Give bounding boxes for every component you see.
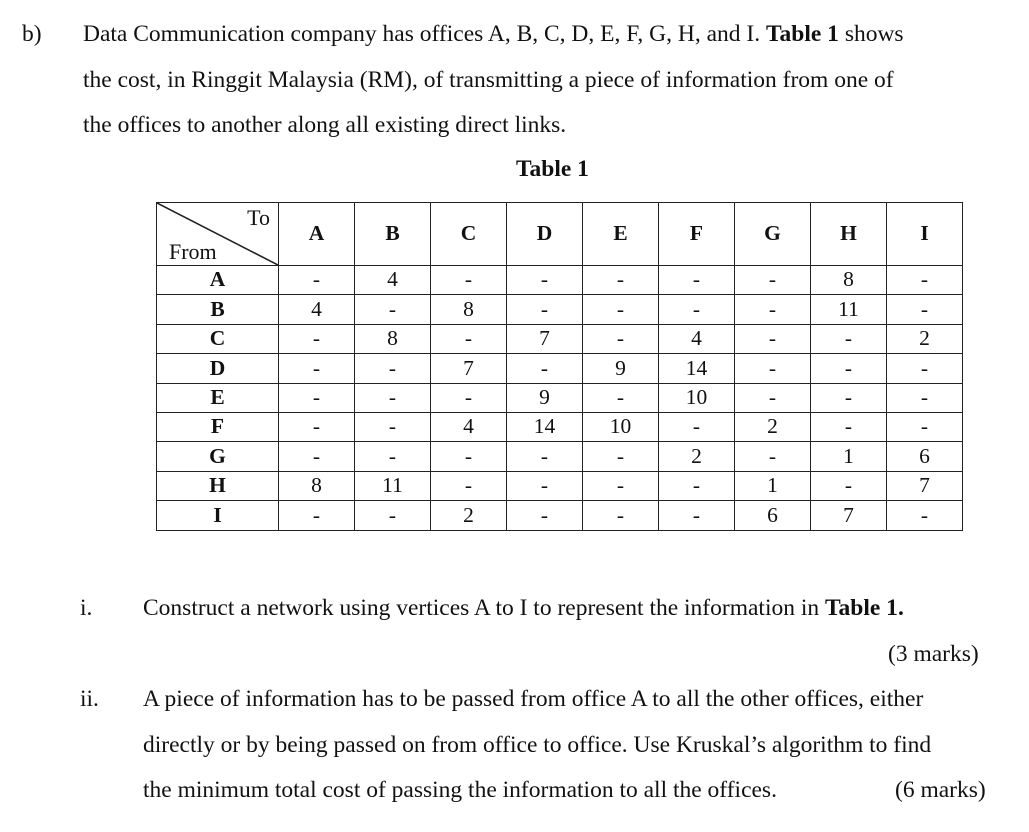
table-cell: 14 (507, 412, 583, 441)
column-header-a: A (279, 203, 355, 266)
row-header: D (157, 354, 279, 383)
table-cell: - (887, 501, 963, 530)
table-cell: - (279, 266, 355, 295)
table-cell: - (811, 383, 887, 412)
corner-from-label: From (169, 239, 217, 264)
table-cell: - (583, 471, 659, 500)
row-header: E (157, 383, 279, 412)
table-cell: 7 (887, 471, 963, 500)
table-cell: - (279, 354, 355, 383)
table-header-row (157, 203, 963, 266)
table-cell: 11 (811, 295, 887, 324)
table-cell: - (659, 266, 735, 295)
table-cell: - (507, 442, 583, 471)
table-cell: - (355, 383, 431, 412)
table-body (157, 266, 963, 531)
table-cell: - (507, 501, 583, 530)
row-header: B (157, 295, 279, 324)
table-cell: - (431, 324, 507, 353)
table-cell: - (507, 354, 583, 383)
table-cell: 4 (279, 295, 355, 324)
table-row (157, 383, 963, 412)
corner-to-label: To (247, 205, 270, 230)
column-header-d: D (507, 203, 583, 266)
column-header-i: I (887, 203, 963, 266)
table-cell: - (507, 266, 583, 295)
subquestion-i-table-ref: Table 1 (825, 595, 898, 621)
table-cell: - (735, 295, 811, 324)
row-header: C (157, 324, 279, 353)
row-header: I (157, 501, 279, 530)
table-cell: 14 (659, 354, 735, 383)
table-cell: - (431, 383, 507, 412)
table-cell: - (583, 324, 659, 353)
table-row (157, 324, 963, 353)
table-cell: - (355, 442, 431, 471)
table-cell: - (279, 383, 355, 412)
table-cell: 9 (507, 383, 583, 412)
column-header-h: H (811, 203, 887, 266)
table-cell: - (659, 412, 735, 441)
table-cell: 7 (431, 354, 507, 383)
table-cell: 4 (659, 324, 735, 353)
part-label: b) (22, 21, 42, 47)
table-title: Table 1 (516, 156, 589, 182)
subquestion-i-marks: (3 marks) (888, 641, 979, 667)
table-cell: 6 (887, 442, 963, 471)
table-cell: - (811, 324, 887, 353)
table-row (157, 354, 963, 383)
row-header: F (157, 412, 279, 441)
subquestion-i-text (143, 595, 904, 622)
table-cell: - (659, 501, 735, 530)
table-cell: - (811, 354, 887, 383)
intro-line-1-text: Data Communication company has offices A, B, C, D, E, F, G, H, and I. (83, 21, 761, 47)
column-header-e: E (583, 203, 659, 266)
table-cell: - (887, 354, 963, 383)
table-cell: - (887, 266, 963, 295)
column-header-g: G (735, 203, 811, 266)
table-row (157, 471, 963, 500)
table-cell: 2 (431, 501, 507, 530)
table-cell: - (279, 442, 355, 471)
table-cell: 4 (355, 266, 431, 295)
table-cell: 4 (431, 412, 507, 441)
table-cell: - (507, 295, 583, 324)
table-cell: - (811, 412, 887, 441)
table-cell: 8 (431, 295, 507, 324)
table-cell: - (431, 266, 507, 295)
table-cell: - (431, 471, 507, 500)
subquestion-i-text-main: Construct a network using vertices A to I to represent the information in (143, 595, 820, 621)
table-cell: 9 (583, 354, 659, 383)
table-cell: 2 (735, 412, 811, 441)
table-cell: - (355, 354, 431, 383)
corner-header (157, 203, 279, 266)
table-cell: - (583, 266, 659, 295)
table-cell: - (735, 324, 811, 353)
table-cell: - (735, 266, 811, 295)
table-cell: 10 (583, 412, 659, 441)
table-cell: 11 (355, 471, 431, 500)
row-header: A (157, 266, 279, 295)
table-cell: - (583, 383, 659, 412)
table-cell: - (279, 324, 355, 353)
subquestion-ii-label: ii. (80, 686, 99, 712)
subquestion-ii-line-1: A piece of information has to be passed from office A to all the other offices, either (143, 686, 924, 712)
column-header-f: F (659, 203, 735, 266)
intro-line-1 (83, 21, 904, 48)
table-cell: - (735, 383, 811, 412)
table-cell: 7 (507, 324, 583, 353)
table-cell: - (355, 412, 431, 441)
subquestion-i-text-end: . (897, 595, 904, 621)
cost-table (156, 202, 963, 531)
table-cell: - (279, 412, 355, 441)
table-cell: - (583, 501, 659, 530)
table-cell: - (887, 412, 963, 441)
intro-line-2: the cost, in Ringgit Malaysia (RM), of transmitting a piece of information from one of (83, 67, 894, 93)
intro-table-ref: Table 1 (766, 21, 839, 47)
intro-line-1-suffix: shows (844, 21, 904, 47)
table-cell: 2 (659, 442, 735, 471)
table-cell: 6 (735, 501, 811, 530)
table-cell: 1 (735, 471, 811, 500)
table-cell: - (355, 295, 431, 324)
table-cell: - (355, 501, 431, 530)
subquestion-ii-marks: (6 marks) (895, 777, 986, 803)
table-cell: - (659, 295, 735, 324)
subquestion-ii-line-2: directly or by being passed on from office to office. Use Kruskal’s algorithm to find (143, 732, 932, 758)
table-cell: 2 (887, 324, 963, 353)
subquestion-i-label: i. (80, 595, 93, 621)
table-cell: - (659, 471, 735, 500)
table-cell: - (431, 442, 507, 471)
table-cell: 8 (279, 471, 355, 500)
row-header: G (157, 442, 279, 471)
table-cell: 8 (355, 324, 431, 353)
table-cell: 7 (811, 501, 887, 530)
table-cell: - (735, 442, 811, 471)
table-cell: - (735, 354, 811, 383)
subquestion-ii-line-3: the minimum total cost of passing the information to all the offices. (143, 777, 777, 803)
table-cell: 10 (659, 383, 735, 412)
table-row (157, 442, 963, 471)
column-header-c: C (431, 203, 507, 266)
column-header-b: B (355, 203, 431, 266)
table-row (157, 295, 963, 324)
table-row (157, 266, 963, 295)
table-cell: - (583, 295, 659, 324)
table-cell: 1 (811, 442, 887, 471)
table-cell: - (583, 442, 659, 471)
row-header: H (157, 471, 279, 500)
intro-line-3: the offices to another along all existing direct links. (83, 112, 567, 138)
table-row (157, 412, 963, 441)
table-cell: - (811, 471, 887, 500)
table-cell: - (887, 383, 963, 412)
table-cell: - (507, 471, 583, 500)
table-cell: - (279, 501, 355, 530)
table-cell: 8 (811, 266, 887, 295)
table-row (157, 501, 963, 530)
table-cell: - (887, 295, 963, 324)
